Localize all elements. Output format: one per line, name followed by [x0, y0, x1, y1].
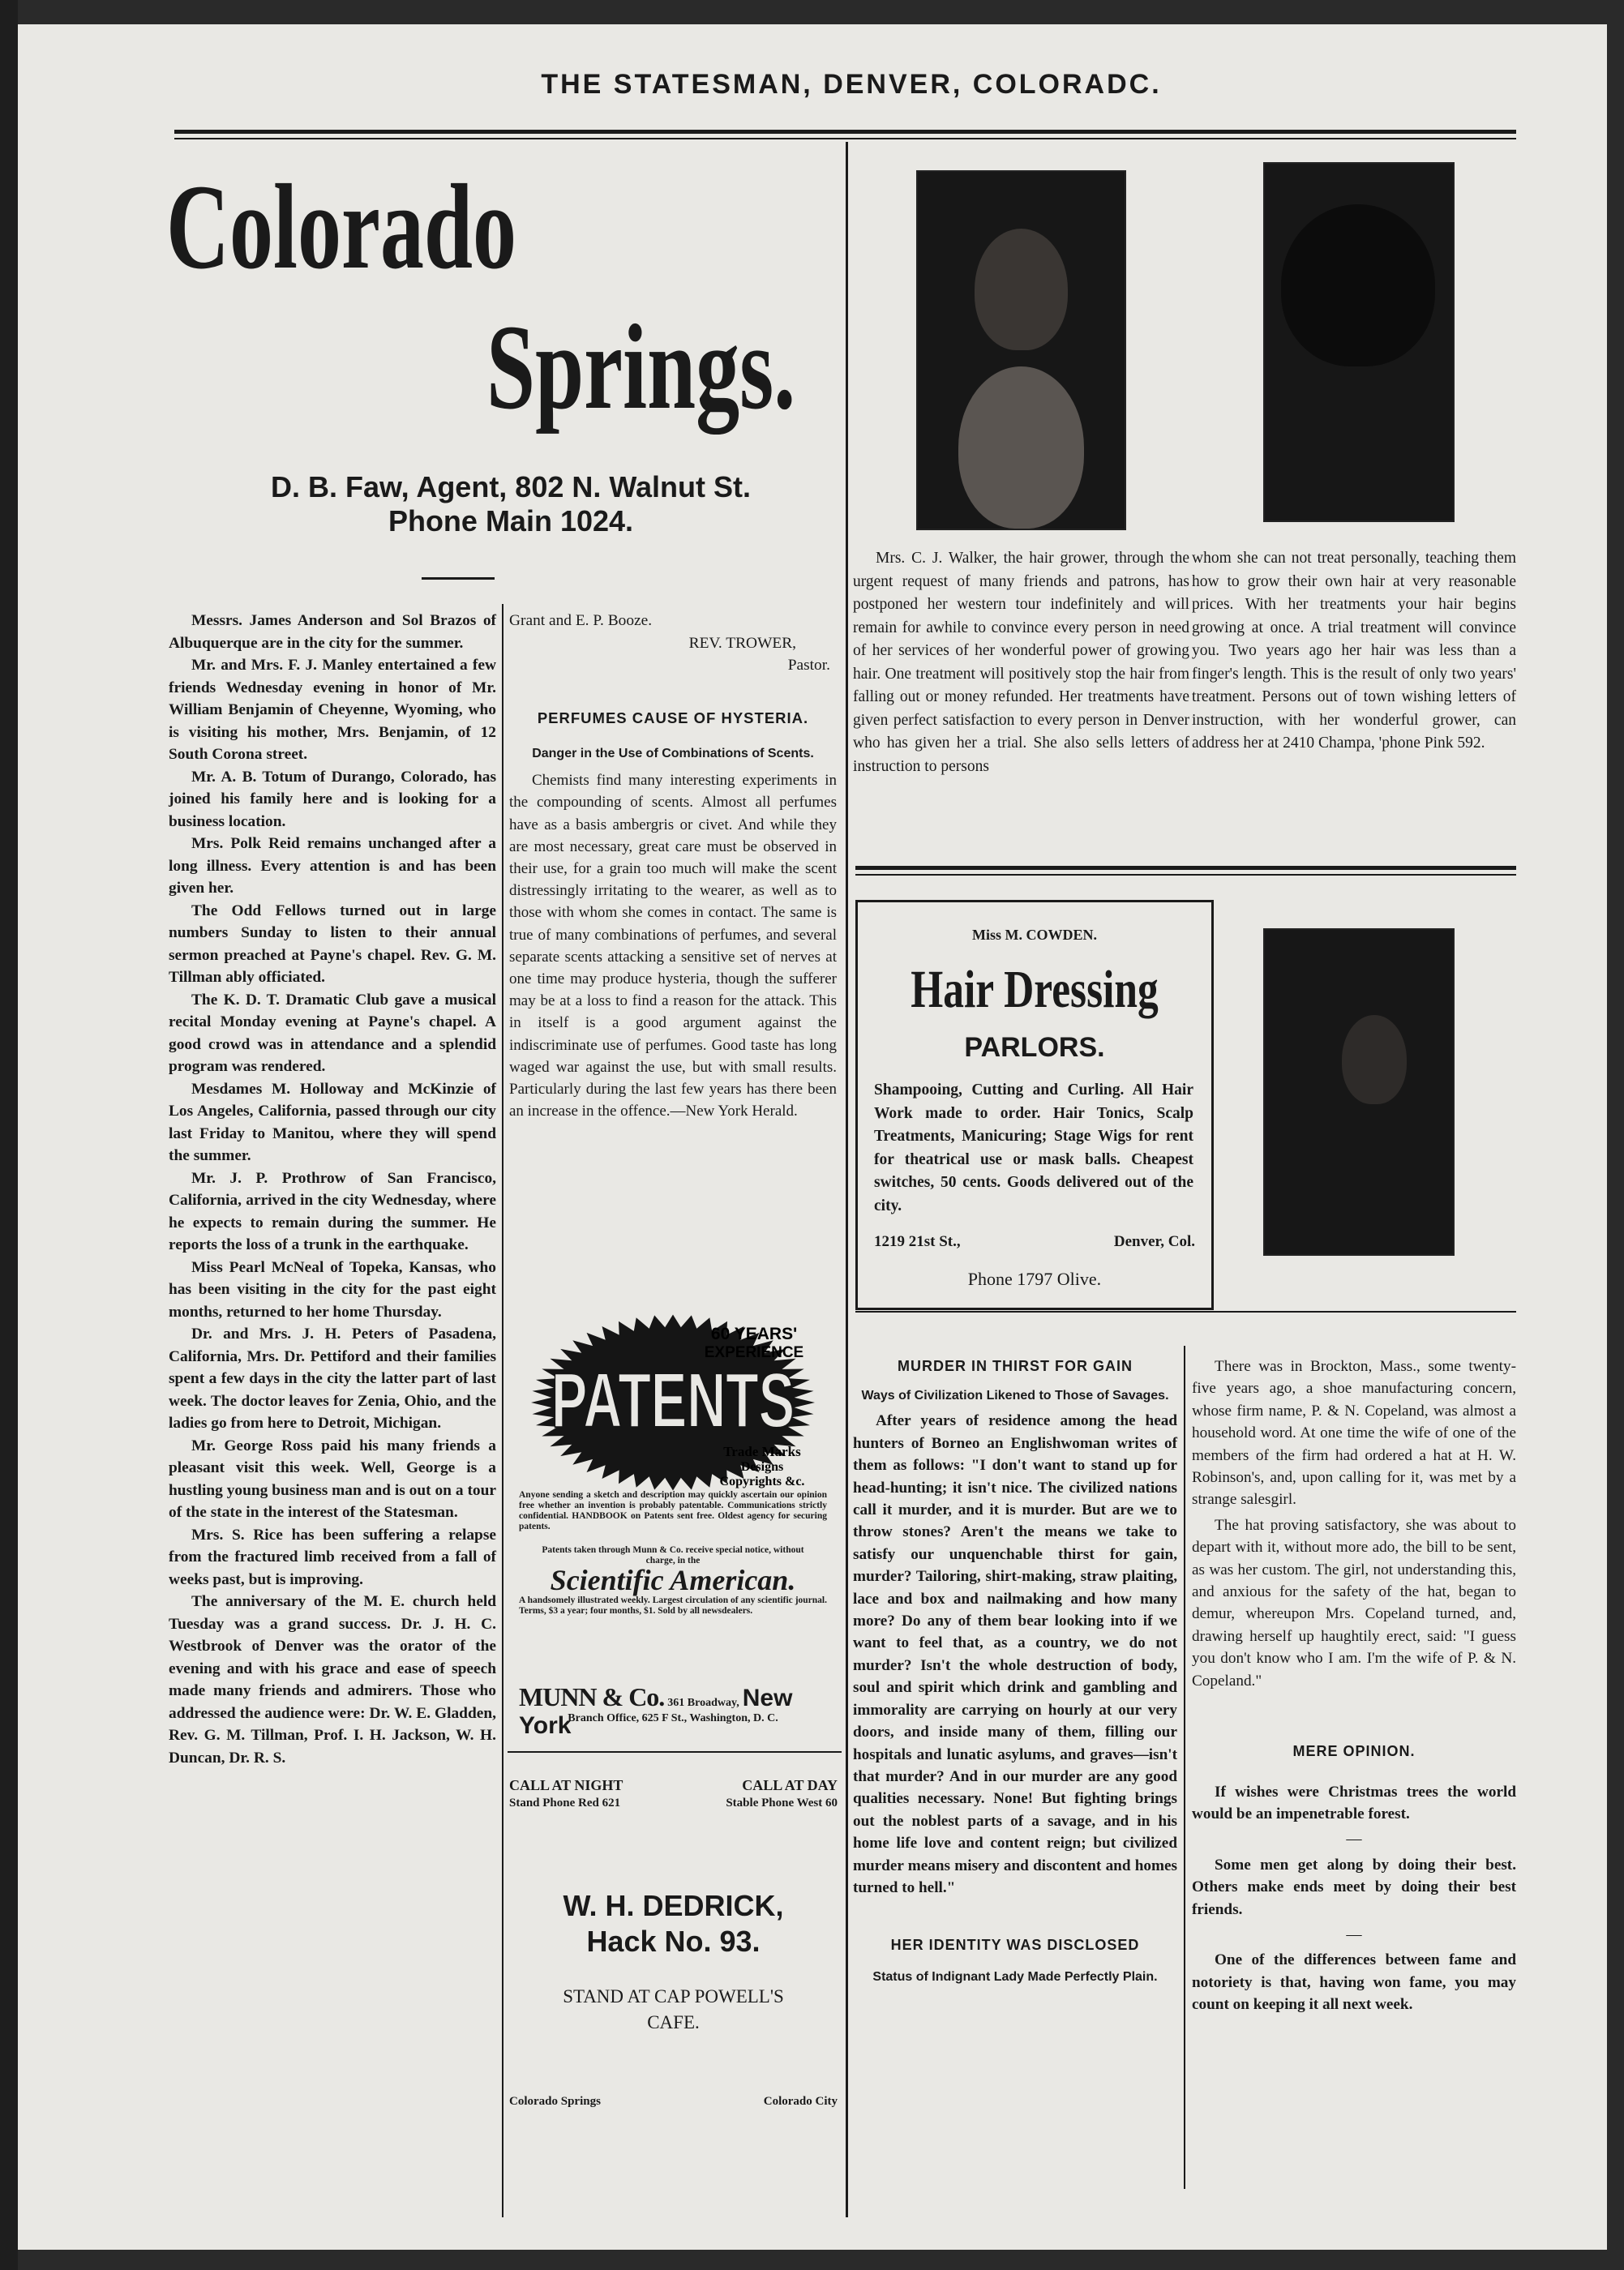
- walker-rule-thin: [855, 874, 1516, 876]
- news-item: Messrs. James Anderson and Sol Brazos of Albuquerque are in the city for the summer.: [169, 612, 496, 652]
- patents-title: PATENTS: [551, 1357, 795, 1444]
- dedrick-stand2: CAFE.: [647, 2012, 700, 2032]
- news-item: Mr. A. B. Totum of Durango, Colorado, has joined his family here and is looking for a business location.: [169, 768, 496, 830]
- dedrick-stand1: STAND AT CAP POWELL'S: [563, 1986, 784, 2007]
- phone-line: Phone Main 1024.: [388, 504, 634, 538]
- dedrick-ad: [509, 1777, 838, 2215]
- cowden-name: Miss M. COWDEN.: [972, 927, 1097, 943]
- cowden-subtitle: PARLORS.: [964, 1032, 1105, 1063]
- dedrick-hack: Hack No. 93.: [586, 1925, 761, 1958]
- section-divider: [846, 142, 848, 2217]
- photo-dress: [958, 366, 1084, 529]
- badge-bottom: EXPERIENCE: [704, 1344, 804, 1361]
- photo-profile: [1263, 928, 1455, 1256]
- identity-headline: HER IDENTITY WAS DISCLOSED: [890, 1937, 1140, 1954]
- brockton-p1: There was in Brockton, Mass., some twenty-five years ago, a shoe manufacturing concern, whose firm name, P. & N. Copeland, was almost a household word. At one time the wife of one of the members of the firm had ordered a hat at H. W. Robinson's, and, upon calling for it, was met by a strange salesgirl.: [1192, 1358, 1516, 1509]
- foot-right: Colorado City: [763, 2095, 838, 2108]
- news-item: Mrs. Polk Reid remains unchanged after a long illness. Every attention is and has been given her.: [169, 835, 496, 897]
- mere-headline: MERE OPINION.: [1292, 1743, 1416, 1760]
- perfumes-subhead: Danger in the Use of Combinations of Scents.: [532, 747, 814, 761]
- mere-p2: Some men get along by doing their best. Others make ends meet by doing their best friends.: [1192, 1856, 1516, 1918]
- news-item: Mr. George Ross paid his many friends a pleasant visit this week. Well, George is a hustling young business man and is out on a tour of the state in the interest of the Statesman.: [169, 1437, 496, 1521]
- ad-divider-1: [508, 1751, 842, 1753]
- masthead-rule: [174, 130, 1516, 134]
- masthead-rule-thin: [174, 138, 1516, 139]
- cowden-phone: Phone 1797 Olive.: [967, 1269, 1102, 1289]
- murder-headline: MURDER IN THIRST FOR GAIN: [898, 1358, 1133, 1374]
- munn-address: 361 Broadway,: [667, 1697, 739, 1709]
- news-item: The K. D. T. Dramatic Club gave a musical recital Monday evening at Payne's chapel. A good crowd was in attendance and a splendid program was rendered.: [169, 991, 496, 1075]
- patents-line3: Copyrights &c.: [719, 1475, 805, 1488]
- cowden-address: 1219 21st St.,: [874, 1233, 961, 1250]
- munn-firm: MUNN & Co.: [519, 1682, 665, 1711]
- mere-p1: If wishes were Christmas trees the world would be an impenetrable forest.: [1192, 1783, 1516, 1822]
- call-night: CALL AT NIGHT: [509, 1777, 623, 1793]
- mere-p3: One of the differences between fame and notoriety is that, having won fame, you may count on keeping it all next week.: [1192, 1951, 1516, 2014]
- news-item: Mr. and Mrs. F. J. Manley entertained a few friends Wednesday evening in honor of Mr. William Benjamin of Cheyenne, Wyoming, who is visiting his mother, Mrs. Benjamin, of 12 South Corona street.: [169, 657, 496, 763]
- patents-line2: Designs: [740, 1460, 784, 1474]
- patents-small2: Patents taken through Munn & Co. receive special notice, without charge, in the: [542, 1545, 804, 1565]
- patents-small3: A handsomely illustrated weekly. Largest circulation of any scientific journal. Terms, $3 a year; four months, $1. Sold by all newsdealers.: [519, 1595, 827, 1616]
- news-item: Mrs. S. Rice has been suffering a relapse from the fractured limb received from a fall of weeks past, but is improving.: [169, 1526, 496, 1588]
- patents-small1: Anyone sending a sketch and description may quickly ascertain our opinion free whether an invention is probably patentable. Communications strictly confidential. HANDBOOK on Patents sent free. Oldest agency for securing patents.: [519, 1490, 827, 1531]
- cowden-body: Shampooing, Cutting and Curling. All Hair Work made to order. Hair Tonics, Scalp Treatments, Manicuring; Stage Wigs for rent for theatrical use or mask balls. Cheapest switches, 50 cents. Goods delivered out of the city.: [874, 1081, 1193, 1214]
- brockton-p2: The hat proving satisfactory, she was about to depart with it, without more ado, the bill to be sent, as was her custom. The girl, not understanding this, and anxious for the safety of the hat, began to demur, whereupon Mrs. Copeland turned, and, drawing herself up haughtily erect, said: "I guess you don't know who I am. I'm the wife of P. & N. Copeland.": [1192, 1516, 1516, 1690]
- photo-walker-back: [1263, 162, 1455, 522]
- cowden-title: Hair Dressing: [911, 960, 1159, 1019]
- news-item: Dr. and Mrs. J. H. Peters of Pasadena, California, Mrs. Dr. Pettiford and their families spent a few days in the city the latter part of last week. The doctor leaves for Zenia, Ohio, and the ladies go from here to Detroit, Michigan.: [169, 1326, 496, 1432]
- news-item: Mr. J. P. Prothrow of San Francisco, California, arrived in the city Wednesday, where he expects to remain during the summer. He reports the loss of a trunk in the earthquake.: [169, 1169, 496, 1253]
- masthead: THE STATESMAN, DENVER, COLORADC.: [541, 69, 1162, 100]
- munn-branch: Branch Office, 625 F St., Washington, D. C.: [568, 1712, 778, 1724]
- murder-article: [853, 1356, 1177, 1986]
- local-news-column: [169, 610, 496, 1769]
- right-column-divider: [1184, 1346, 1185, 2189]
- scan-left-edge: [0, 0, 18, 2270]
- perfumes-headline: PERFUMES CAUSE OF HYSTERIA.: [537, 709, 809, 726]
- dedrick-name: W. H. DEDRICK,: [563, 1889, 784, 1922]
- section-title-line2: Springs.: [486, 300, 796, 435]
- news-item: The anniversary of the M. E. church held Tuesday was a grand success. Dr. J. H. C. Westbrook of Denver was the orator of the evening and with his grace and ease of speech made many friends and admirers. Those who addressed the audience were: Dr. W. E. Gladden, Rev. G. M. Tillman, Prof. I. H. Jackson, W. H. Duncan, Dr. R. S.: [169, 1593, 496, 1767]
- cowden-city: Denver, Col.: [1113, 1233, 1195, 1250]
- column-divider: [502, 604, 503, 2217]
- badge-top: 60 YEARS': [710, 1325, 798, 1343]
- brockton-article: There was in Brockton, Mass., some twenty-five years ago, a shoe manufacturing concern, whose firm name, P. & N. Copeland, was almost a household word. At one time the wife of one of the members of the firm had ordered a hat at H. W. Robinson's, and, upon calling for it, was met by a strange salesgirl. The hat proving satisfactory, she was about to depart with it, without more ado, the bill to be sent, as was her custom. The girl, not understanding this, and anxious for the safety of the hat, began to demur, whereupon Mrs. Copeland turned, and, drawing herself up haughtily erect, said: "I guess you don't know who I am. I'm the wife of P. & N. Copeland." MERE OPINION. If wishes were Christmas trees the world would be an impenetrable forest. — Some men get along by doing their best. Others make ends meet by doing their best friends. — One of the differences between fame and notoriety is that, having won fame, you may count on keeping it all next week.: [1192, 1356, 1516, 2016]
- perfumes-body: Chemists find many interesting experiments in the compounding of scents. Almost all perfumes have as a basis ambergris or civet. And while they are most necessary, great care must be observed in their use, for a grain too much will make the scent distressingly irritating to the wearer, as well as to those with whom she comes in contact. The same is true of many combinations of perfumes, and several separate scents attacking a sensitive set of nerves at one time may produce hysteria, though the sufferer may be at a loss to find a reason for the attack. This in itself is a good argument against the indiscriminate use of perfumes. Good taste has long waged war against the use, but with small results. Particularly during the last few years has there been an increase in the offence.—New York Herald.: [509, 772, 837, 1120]
- stand-phone: Stand Phone Red 621: [509, 1797, 621, 1810]
- identity-subhead: Status of Indignant Lady Made Perfectly Plain.: [872, 1969, 1158, 1984]
- short-rule: [422, 577, 495, 580]
- patents-ad: [511, 1305, 835, 1625]
- photo-face: [975, 229, 1068, 350]
- perfumes-article: [509, 707, 837, 1122]
- signature-name: REV. TROWER,: [688, 634, 796, 652]
- walker-col-b: [1192, 547, 1516, 756]
- walker-rule: [855, 866, 1516, 870]
- ad-rule: [855, 1311, 1516, 1313]
- agent-line: D. B. Faw, Agent, 802 N. Walnut St.: [270, 470, 752, 503]
- walker-text-b: whom she can not treat personally, teaching them how to grow their own hair at very reasonable prices. With her treatments your hair begins growing at once. A trial treatment will convince you. Two years ago her hair was less than a finger's length. This is the result of only two years' treatment. Persons out of town wishing letters of instruction, with her wonderful grower, can address her at 2410 Champa, 'phone Pink 592.: [1192, 550, 1516, 752]
- photo-profile-face: [1342, 1015, 1407, 1104]
- section-title-line1: Colorado: [166, 160, 516, 294]
- news-item: Mesdames M. Holloway and McKinzie of Los Angeles, California, passed through our city last Friday to Manitou, where they will spend the summer.: [169, 1080, 496, 1164]
- news-item: The Odd Fellows turned out in large numbers Sunday to listen to their annual sermon preached at Payne's chapel. Rev. G. M. Tillman ably officiated.: [169, 902, 496, 986]
- photo-walker-front: [916, 170, 1126, 530]
- walker-col-a: [853, 547, 1189, 778]
- continued-text: Grant and E. P. Booze.: [509, 612, 653, 629]
- signature-title: Pastor.: [787, 657, 830, 674]
- photo-hair: [1281, 204, 1435, 366]
- patents-line1: Trade Marks: [723, 1444, 801, 1459]
- cowden-ad: [855, 900, 1214, 1310]
- munn-city: New York: [519, 1685, 793, 1739]
- walker-text-a: Mrs. C. J. Walker, the hair grower, through the urgent request of many friends and patrons, has postponed her western tour indefinitely and will remain for awhile to convince every person in need of her services of her wonderful power of growing hair. One treatment will positively stop the hair from falling out or money refunded. Her treatments have given perfect satisfaction to every person in Denver who has given her a trial. She also sells letters of instruction to persons: [853, 550, 1189, 775]
- call-day: CALL AT DAY: [742, 1777, 838, 1793]
- col2-top: [509, 610, 837, 677]
- murder-body: After years of residence among the head hunters of Borneo an Englishwoman writes of them as follows: "I don't want to stand up for head-hunting; it isn't nice. The civilized nations call it murder, and it is murder. But are we to throw stones? Aren't the means we take to satisfy our unquenchable thirst for gain, murder? Tailoring, shirt-making, straw plaiting, lace and box and nailmaking and how many more? Do any of them bear looking into if we want to feel that, as a country, we do not murder? Isn't the whole destruction of body, soul and spirit which drink and gambling and immorality are carrying on hourly at our very doors, and inside many of them, filling our hospitals and lunatic asylums, and graves—isn't that murder? And in our murder are any good qualities necessary. None! But fighting brings out the noblest parts of a savage, and in his home life love and content reign; but civilized murder means misery and discontent and homes turned to hell.": [853, 1412, 1177, 1896]
- stable-phone: Stable Phone West 60: [726, 1797, 838, 1810]
- news-item: Miss Pearl McNeal of Topeka, Kansas, who has been visiting in the city for the past eight months, returned to her home Thursday.: [169, 1258, 496, 1321]
- foot-left: Colorado Springs: [509, 2095, 601, 2108]
- murder-subhead: Ways of Civilization Likened to Those of Savages.: [861, 1389, 1169, 1403]
- scientific-american: Scientific American.: [550, 1564, 796, 1596]
